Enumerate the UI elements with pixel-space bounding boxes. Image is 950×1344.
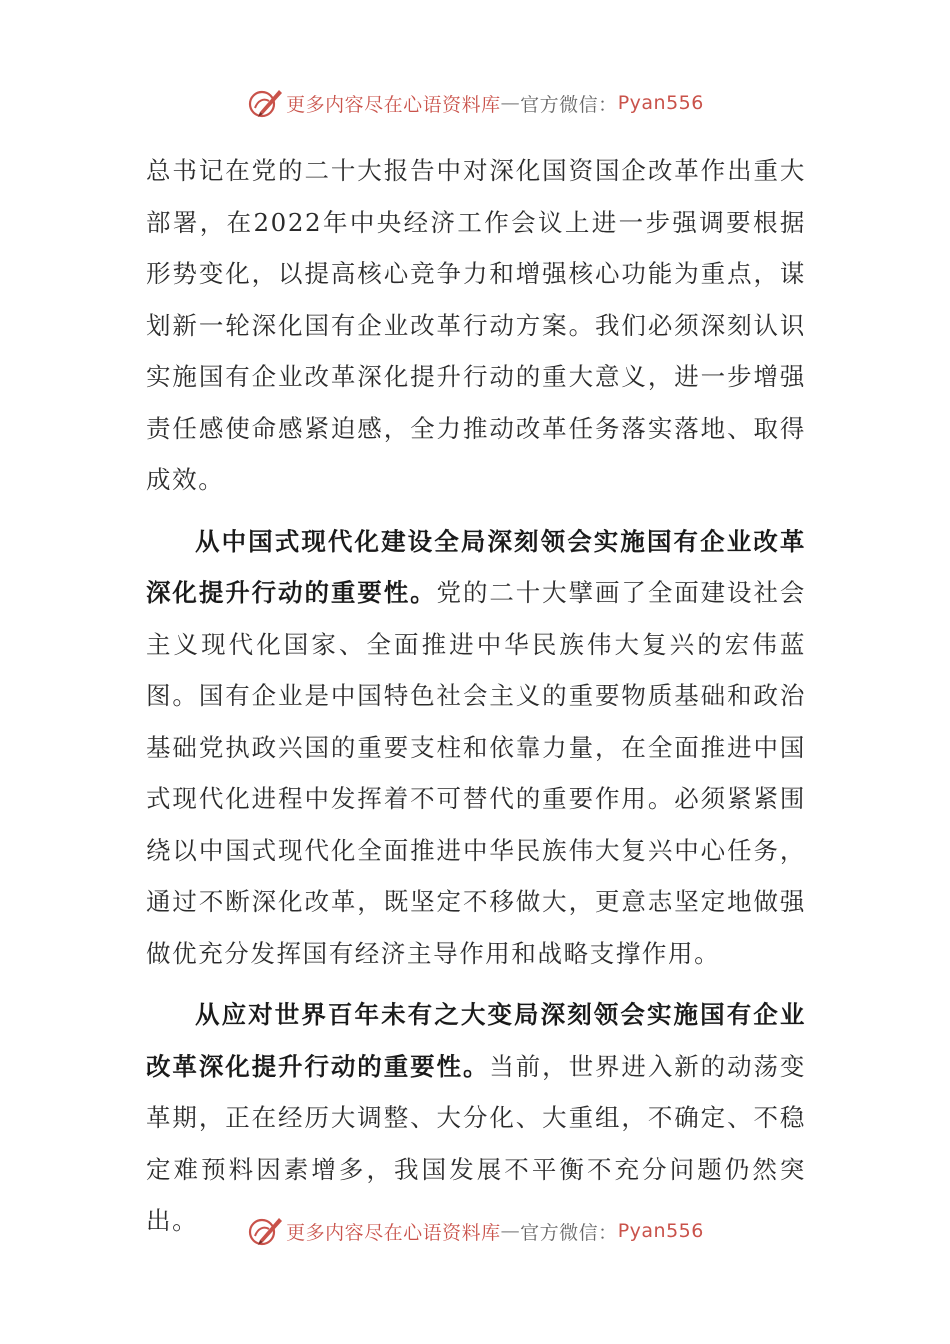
watermark-official-label: 官方微信： (520, 93, 618, 116)
paragraph-1 (146, 145, 806, 506)
watermark-official-label: 官方微信： (520, 1221, 618, 1244)
pen-seal-icon (246, 86, 284, 120)
watermark-wechat-id: Pyan556 (617, 1220, 704, 1242)
header-watermark (0, 83, 950, 123)
watermark-main-text: 更多内容尽在心语资料库 (286, 93, 501, 116)
watermark-dash: — (500, 92, 521, 114)
watermark-wechat-id: Pyan556 (617, 92, 704, 114)
footer-watermark (0, 1211, 950, 1251)
paragraph-2-text: 党的二十大擘画了全面建设社会主义现代化国家、全面推进中华民族伟大复兴的宏伟蓝图。国有企业是中国特色社会主义的重要物质基础和政治基础党执政兴国的重要支柱和依靠力量，在全面推进中国式现代化进程中发挥着不可替代的重要作用。必须紧紧围绕以中国式现代化全面推进中华民族伟大复兴中心任务，通过不断深化改革，既坚定不移做大，更意志坚定地做强做优充分发挥国有经济主导作用和战略支撑作用。 (146, 578, 806, 968)
paragraph-3 (146, 989, 806, 1247)
paragraph-3-lead: 从应对世界百年未有之大变局深刻领会实施国有企业改革深化提升行动的重要性。 (146, 1000, 806, 1081)
pen-seal-icon (246, 1214, 284, 1248)
watermark-main-text: 更多内容尽在心语资料库 (286, 1221, 501, 1244)
watermark-dash: — (500, 1220, 521, 1242)
paragraph-1-text: 总书记在党的二十大报告中对深化国资国企改革作出重大部署，在2022年中央经济工作会议上进一步强调要根据形势变化，以提高核心竞争力和增强核心功能为重点，谋划新一轮深化国有企业改革行动方案。我们必须深刻认识实施国有企业改革深化提升行动的重大意义，进一步增强责任感使命感紧迫感，全力推动改革任务落实落地、取得成效。 (146, 156, 806, 494)
paragraph-2-lead: 从中国式现代化建设全局深刻领会实施国有企业改革深化提升行动的重要性。 (146, 526, 806, 607)
paragraph-2 (146, 516, 806, 980)
body-text (146, 145, 806, 1247)
paragraph-3-text: 当前，世界进入新的动荡变革期，正在经历大调整、大分化、大重组，不确定、不稳定难预料因素增多，我国发展不平衡不充分问题仍然突出。 (146, 1051, 806, 1235)
